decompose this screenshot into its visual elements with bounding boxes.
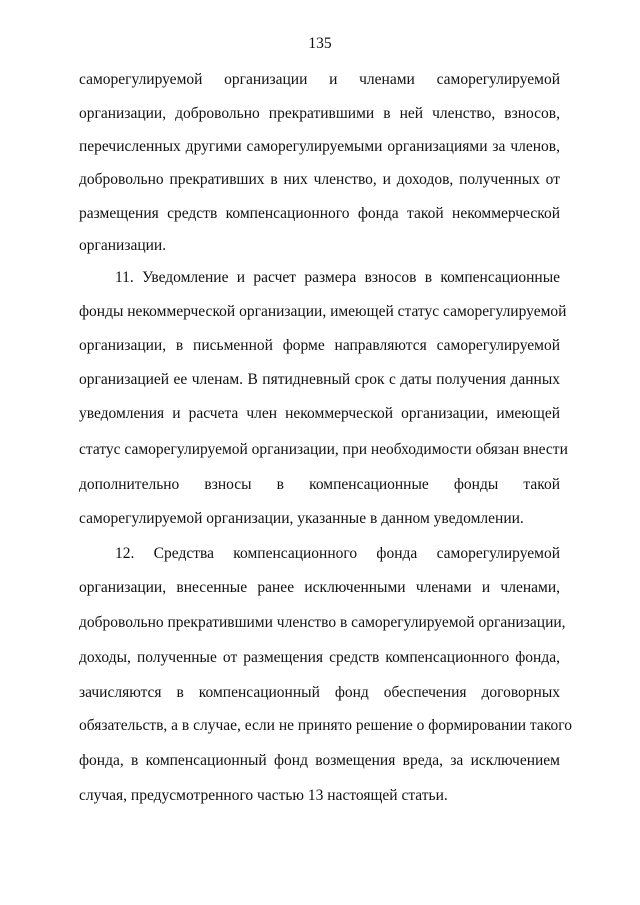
text-line: организацией ее членам. В пятидневный срок с даты получения данных [79,371,560,388]
text-line: фонды некоммерческой организации, имеющей статус саморегулируемой [79,303,567,320]
text-line: организации, в письменной форме направляются саморегулируемой [79,337,560,354]
text-line: организации, внесенные ранее исключенными членами и членами, [79,579,560,596]
text-line: организации, добровольно прекратившими в ней членство, взносов, [79,105,560,122]
text-line: фонда, в компенсационный фонд возмещения вреда, за исключением [79,752,560,769]
paragraph-12-start: 12. Средства компенсационного фонда саморегулируемой [115,545,560,562]
text-line: размещения средств компенсационного фонда такой некоммерческой [79,205,560,222]
paragraph-11-start: 11. Уведомление и расчет размера взносов в компенсационные [115,269,560,286]
text-line: организации. [79,237,167,254]
text-line: уведомления и расчета член некоммерческой организации, имеющей [79,405,560,422]
text-line: зачисляются в компенсационный фонд обеспечения договорных [79,684,560,701]
text-line: дополнительно взносы в компенсационные фонды такой [79,476,560,493]
text-line: саморегулируемой организации и членами саморегулируемой [79,71,560,88]
text-line: добровольно прекратившими членство в саморегулируемой организации, [79,614,566,631]
page-number: 135 [308,35,332,52]
text-line: обязательств, а в случае, если не принято решение о формировании такого [79,717,572,734]
text-line: перечисленных другими саморегулируемыми организациями за членов, [79,138,560,155]
text-line: статус саморегулируемой организации, при необходимости обязан внести [79,441,568,458]
text-line: саморегулируемой организации, указанные в данном уведомлении. [79,510,524,527]
text-line: доходы, полученные от размещения средств компенсационного фонда, [79,649,560,666]
text-line: случая, предусмотренного частью 13 настоящей статьи. [79,787,448,804]
text-line: добровольно прекративших в них членство, и доходов, полученных от [79,171,560,188]
